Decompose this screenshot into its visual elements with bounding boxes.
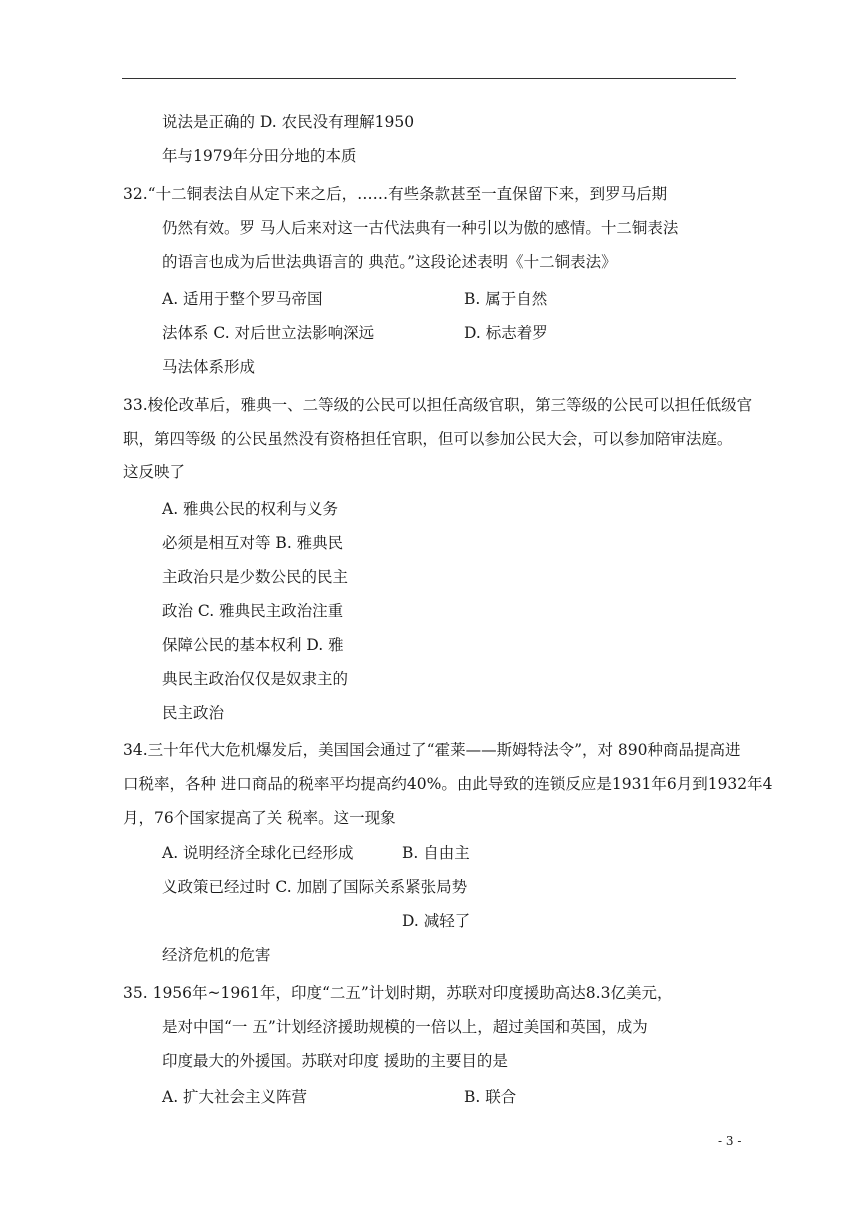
q34-option-line: 经济危机的危害 (162, 946, 271, 964)
q32-stem-line: 的语言也成为后世法典语言的 典范。”这段论述表明《十二铜表法》 (162, 253, 617, 271)
q32-option-line: 马法体系形成 (162, 358, 256, 376)
q33-stem-line: 职，第四等级 的公民虽然没有资格担任官职，但可以参加公民大会，可以参加陪审法庭。 (123, 430, 733, 448)
page-number: - 3 - (718, 1134, 742, 1148)
q33-option-line: 典民主政治仅仅是奴隶主的 (162, 670, 349, 688)
q32-option-a: A. 适用于整个罗马帝国 (162, 290, 323, 308)
q33-stem-line: 33.梭伦改革后，雅典一、二等级的公民可以担任高级官职，第三等级的公民可以担任低级官 (123, 396, 753, 414)
q33-stem-line: 这反映了 (123, 463, 186, 481)
q31-option-line: 说法是正确的 D. 农民没有理解1950 (162, 113, 415, 131)
q33-option-line: 必须是相互对等 B. 雅典民 (162, 534, 344, 552)
q32-option-d: D. 标志着罗 (464, 324, 548, 342)
q35-option-b: B. 联合 (464, 1088, 517, 1106)
q34-stem-line: 34.三十年代大危机爆发后，美国国会通过了“霍莱——斯姆特法令”，对 890种商品提高进 (123, 741, 741, 759)
q32-stem-line: 仍然有效。罗 马人后来对这一古代法典有一种引以为傲的感情。十二铜表法 (162, 219, 679, 237)
q35-stem-line: 35. 1956年~1961年，印度“二五”计划时期，苏联对印度援助高达8.3亿美元， (123, 984, 673, 1002)
q35-option-a: A. 扩大社会主义阵营 (162, 1088, 308, 1106)
q32-option-b: B. 属于自然 (464, 290, 548, 308)
q32-option-c: 法体系 C. 对后世立法影响深远 (162, 324, 375, 342)
q34-option-b: B. 自由主 (402, 844, 470, 862)
q35-stem-line: 是对中国“一 五”计划经济援助规模的一倍以上，超过美国和英国，成为 (162, 1018, 648, 1036)
q34-stem-line: 口税率，各种 进口商品的税率平均提高约40%。由此导致的连锁反应是1931年6月到1932年4 (123, 775, 773, 793)
q34-stem-line: 月，76个国家提高了关 税率。这一现象 (123, 809, 396, 827)
q33-option-line: A. 雅典公民的权利与义务 (162, 500, 339, 518)
q32-stem-line: 32.“十二铜表法自从定下来之后，……有些条款甚至一直保留下来，到罗马后期 (123, 185, 668, 203)
header-rule (122, 78, 736, 79)
q33-option-line: 保障公民的基本权利 D. 雅 (162, 636, 344, 654)
q31-option-line: 年与1979年分田分地的本质 (162, 147, 357, 165)
q33-option-line: 政治 C. 雅典民主政治注重 (162, 602, 344, 620)
q35-stem-line: 印度最大的外援国。苏联对印度 援助的主要目的是 (162, 1052, 508, 1070)
q34-option-a: A. 说明经济全球化已经形成 (162, 844, 354, 862)
q33-option-line: 民主政治 (162, 704, 225, 722)
q33-option-line: 主政治只是少数公民的民主 (162, 568, 349, 586)
q34-option-c: 义政策已经过时 C. 加剧了国际关系紧张局势 (162, 878, 468, 896)
q34-option-d: D. 减轻了 (402, 912, 471, 930)
